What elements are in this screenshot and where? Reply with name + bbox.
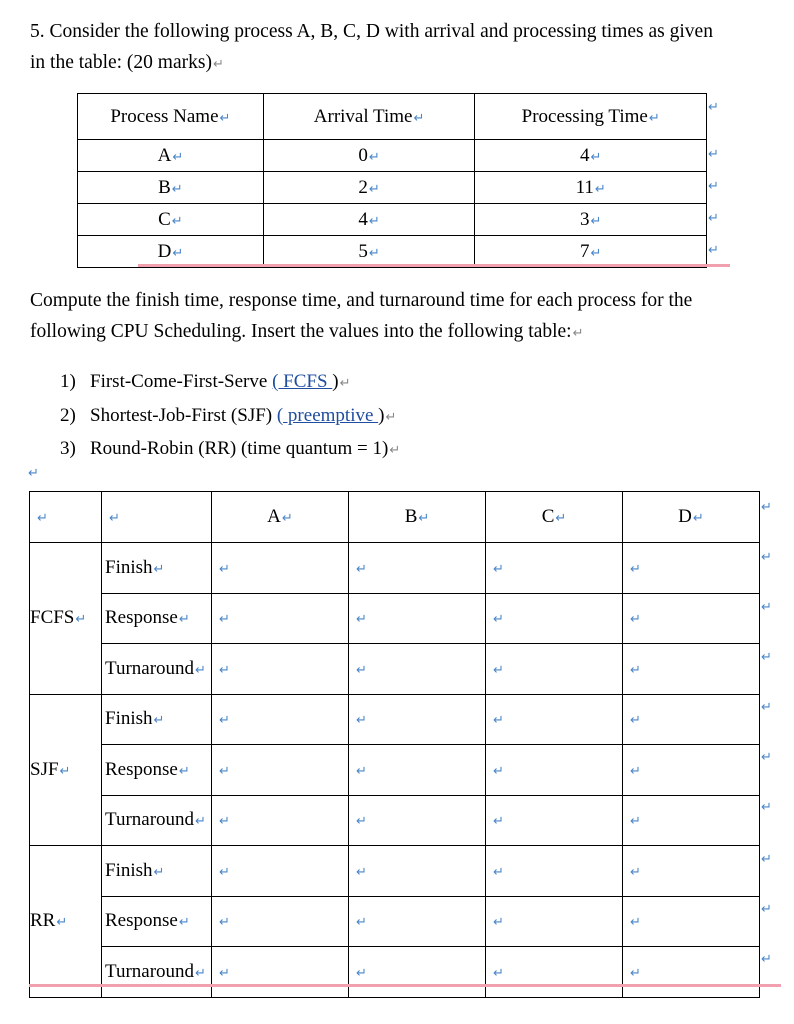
table-row (78, 172, 707, 204)
cell-mark-icon (195, 814, 206, 829)
row-end-mark-icon (708, 147, 719, 162)
rr-turnaround-c[interactable] (486, 947, 623, 998)
cell-mark-icon (418, 511, 429, 526)
row-end-mark-icon (761, 600, 772, 615)
rr-response-b[interactable] (349, 896, 486, 947)
cell-mark-icon (369, 214, 380, 229)
row-end-mark-icon (761, 952, 772, 967)
cell-mark-icon (37, 511, 48, 526)
row-end-mark-icon (761, 550, 772, 565)
highlight-underline (29, 984, 781, 987)
column-header-b: B (404, 506, 418, 527)
row-end-mark-icon (708, 179, 719, 194)
cell-mark-icon (630, 814, 641, 829)
cell-mark-icon (369, 182, 380, 197)
cell-mark-icon (493, 713, 504, 728)
fcfs-response-a[interactable] (212, 593, 349, 644)
row-end-mark-icon (761, 650, 772, 665)
highlight-underline (138, 264, 730, 267)
list-text-end: ) (378, 404, 385, 426)
preemptive-link[interactable]: ( preemptive (276, 404, 379, 426)
cell-mark-icon (630, 764, 641, 779)
cell-mark-icon (219, 915, 230, 930)
cell-mark-icon (630, 562, 641, 577)
metric-label: Finish (105, 708, 153, 730)
header-processing-time: Processing Time (521, 105, 648, 127)
paragraph-mark-icon (385, 410, 396, 425)
table-row (78, 236, 707, 268)
arrival-time: 0 (358, 144, 368, 166)
metric-label: Finish (105, 859, 153, 881)
row-end-mark-icon (761, 852, 772, 867)
sjf-turnaround-a[interactable] (212, 795, 349, 846)
fcfs-turnaround-b[interactable] (349, 644, 486, 695)
rr-finish-d[interactable] (623, 846, 760, 897)
cell-mark-icon (356, 663, 367, 678)
row-end-mark-icon (761, 902, 772, 917)
paragraph-mark-icon (573, 326, 584, 341)
cell-mark-icon (356, 865, 367, 880)
column-header-a: A (267, 506, 281, 527)
fcfs-response-c[interactable] (486, 593, 623, 644)
table-row (30, 644, 760, 695)
cell-mark-icon (219, 663, 230, 678)
instruction-line-2: following CPU Scheduling. Insert the values into the following table: (30, 321, 572, 342)
row-end-mark-icon (708, 211, 719, 226)
sjf-finish-a[interactable] (212, 694, 349, 745)
group-label-rr: RR (30, 910, 56, 932)
cell-mark-icon (590, 214, 601, 229)
fcfs-finish-b[interactable] (349, 543, 486, 594)
header-arrival-time: Arrival Time (313, 105, 413, 127)
list-item (60, 400, 400, 434)
cell-mark-icon (154, 713, 165, 728)
sjf-finish-b[interactable] (349, 694, 486, 745)
cell-mark-icon (356, 713, 367, 728)
group-label-sjf: SJF (30, 758, 59, 780)
processing-time: 3 (579, 208, 590, 230)
cell-mark-icon (493, 612, 504, 627)
paragraph-mark-icon (340, 376, 351, 391)
table-row (30, 896, 760, 947)
cell-mark-icon (219, 865, 230, 880)
cell-mark-icon (219, 764, 230, 779)
cell-mark-icon (630, 915, 641, 930)
arrival-time: 2 (358, 176, 368, 198)
cell-mark-icon (493, 814, 504, 829)
cell-mark-icon (493, 764, 504, 779)
table-row (30, 795, 760, 846)
cell-mark-icon (630, 713, 641, 728)
sjf-turnaround-c[interactable] (486, 795, 623, 846)
sjf-response-b[interactable] (349, 745, 486, 796)
metric-label: Turnaround (105, 657, 195, 679)
list-number: 2) (60, 404, 76, 426)
cell-mark-icon (220, 111, 231, 126)
sjf-finish-c[interactable] (486, 694, 623, 745)
fcfs-finish-d[interactable] (623, 543, 760, 594)
sjf-response-c[interactable] (486, 745, 623, 796)
algorithms-list (60, 366, 400, 467)
list-text: First-Come-First-Serve (90, 371, 273, 392)
cell-mark-icon (356, 612, 367, 627)
cell-mark-icon (219, 562, 230, 577)
table-row (30, 745, 760, 796)
cell-mark-icon (179, 915, 190, 930)
cell-mark-icon (630, 612, 641, 627)
cell-mark-icon (590, 150, 601, 165)
row-end-mark-icon (708, 243, 719, 258)
cell-mark-icon (649, 111, 660, 126)
row-end-mark-icon (761, 500, 772, 515)
rr-finish-b[interactable] (349, 846, 486, 897)
column-header-d: D (678, 506, 692, 527)
row-end-mark-icon (761, 750, 772, 765)
blank-paragraph-mark-icon (28, 466, 39, 481)
cell-mark-icon (356, 764, 367, 779)
rr-finish-c[interactable] (486, 846, 623, 897)
list-number: 3) (60, 438, 76, 459)
paragraph-mark-icon (213, 57, 224, 72)
cell-mark-icon (369, 246, 380, 261)
sjf-response-d[interactable] (623, 745, 760, 796)
rr-turnaround-a[interactable] (212, 947, 349, 998)
cell-mark-icon (154, 865, 165, 880)
sjf-response-a[interactable] (212, 745, 349, 796)
metric-label: Finish (105, 556, 153, 578)
fcfs-turnaround-c[interactable] (486, 644, 623, 695)
cell-mark-icon (56, 915, 67, 930)
table-row (30, 694, 760, 745)
list-text: Shortest-Job-First (SJF) (90, 404, 277, 426)
cell-mark-icon (195, 966, 206, 981)
cell-mark-icon (356, 562, 367, 577)
fcfs-response-b[interactable] (349, 593, 486, 644)
question-text (30, 16, 770, 80)
question-line-1: 5. Consider the following process A, B, C, D with arrival and processing times as given (30, 21, 713, 42)
cell-mark-icon (493, 915, 504, 930)
list-item (60, 433, 400, 467)
process-table (77, 93, 707, 268)
table-row (78, 204, 707, 236)
cell-mark-icon (630, 865, 641, 880)
cell-mark-icon (75, 612, 86, 627)
cell-mark-icon (219, 814, 230, 829)
sjf-turnaround-b[interactable] (349, 795, 486, 846)
cell-mark-icon (630, 966, 641, 981)
sjf-turnaround-d[interactable] (623, 795, 760, 846)
cell-mark-icon (219, 966, 230, 981)
cell-mark-icon (179, 612, 190, 627)
cell-mark-icon (493, 966, 504, 981)
cell-mark-icon (595, 182, 606, 197)
table-row (30, 543, 760, 594)
cell-mark-icon (195, 663, 206, 678)
list-item (60, 366, 400, 400)
row-end-mark-icon (761, 800, 772, 815)
process-name: A (157, 144, 172, 166)
cell-mark-icon (356, 966, 367, 981)
processing-time: 7 (579, 240, 590, 262)
instruction-line-1: Compute the finish time, response time, and turnaround time for each process for the (30, 290, 693, 311)
cell-mark-icon (356, 814, 367, 829)
instruction-text (30, 285, 770, 349)
cell-mark-icon (282, 511, 293, 526)
fcfs-link[interactable]: ( FCFS (272, 371, 333, 392)
rr-response-d[interactable] (623, 896, 760, 947)
cell-mark-icon (590, 246, 601, 261)
column-header-c: C (541, 506, 555, 527)
cell-mark-icon (172, 182, 183, 197)
cell-mark-icon (172, 150, 183, 165)
cell-mark-icon (369, 150, 380, 165)
metric-label: Turnaround (105, 960, 195, 982)
cell-mark-icon (693, 511, 704, 526)
cell-mark-icon (413, 111, 424, 126)
row-end-mark-icon (708, 100, 719, 115)
row-end-mark-icon (761, 700, 772, 715)
metric-label: Response (105, 758, 178, 780)
metric-label: Response (105, 910, 178, 932)
table-row (30, 593, 760, 644)
list-text-end: ) (332, 371, 339, 392)
cell-mark-icon (172, 214, 183, 229)
cell-mark-icon (356, 915, 367, 930)
paragraph-mark-icon (389, 443, 400, 458)
cell-mark-icon (493, 663, 504, 678)
list-text: Round-Robin (RR) (time quantum = 1) (90, 438, 389, 459)
header-process-name: Process Name (110, 105, 219, 127)
fcfs-finish-c[interactable] (486, 543, 623, 594)
cell-mark-icon (493, 865, 504, 880)
arrival-time: 5 (358, 240, 368, 262)
cell-mark-icon (179, 764, 190, 779)
table-row (78, 140, 707, 172)
cell-mark-icon (219, 612, 230, 627)
rr-turnaround-b[interactable] (349, 947, 486, 998)
rr-response-c[interactable] (486, 896, 623, 947)
cell-mark-icon (172, 246, 183, 261)
cell-mark-icon (109, 511, 120, 526)
results-table (29, 491, 760, 998)
sjf-finish-d[interactable] (623, 694, 760, 745)
metric-label: Turnaround (105, 809, 195, 831)
rr-finish-a[interactable] (212, 846, 349, 897)
cell-mark-icon (219, 713, 230, 728)
fcfs-finish-a[interactable] (212, 543, 349, 594)
arrival-time: 4 (358, 208, 368, 230)
table-row (30, 947, 760, 998)
processing-time: 11 (575, 176, 594, 198)
metric-label: Response (105, 607, 178, 629)
question-line-2: in the table: (20 marks) (30, 52, 212, 73)
processing-time: 4 (579, 144, 590, 166)
process-name: B (158, 176, 171, 198)
fcfs-turnaround-d[interactable] (623, 644, 760, 695)
cell-mark-icon (493, 562, 504, 577)
rr-response-a[interactable] (212, 896, 349, 947)
table-row (30, 846, 760, 897)
cell-mark-icon (630, 663, 641, 678)
cell-mark-icon (555, 511, 566, 526)
fcfs-response-d[interactable] (623, 593, 760, 644)
process-name: C (158, 208, 171, 230)
group-label-fcfs: FCFS (30, 607, 75, 629)
rr-turnaround-d[interactable] (623, 947, 760, 998)
list-number: 1) (60, 371, 76, 392)
process-name: D (157, 240, 172, 262)
cell-mark-icon (60, 764, 71, 779)
cell-mark-icon (154, 562, 165, 577)
fcfs-turnaround-a[interactable] (212, 644, 349, 695)
